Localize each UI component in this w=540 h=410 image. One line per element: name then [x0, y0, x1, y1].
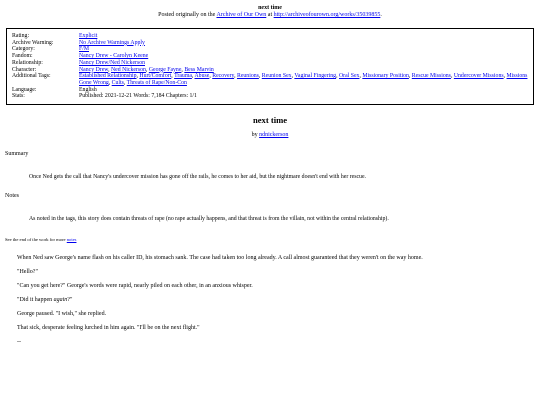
- meta-row-rating: [12, 33, 528, 40]
- story-paragraph: That sick, desperate feeling lurched in him again. "I'll be on the next flight.": [17, 325, 200, 332]
- story-paragraph: "Can you get here?" George's words were rapid, nearly piled on each other, in an anxious whisper.: [17, 283, 253, 290]
- meta-row-stats: [12, 93, 528, 100]
- meta-row-category: [12, 46, 528, 53]
- posted-suffix: .: [380, 12, 382, 18]
- story-emphasis: again: [53, 297, 68, 304]
- story-paragraph: "Hello?": [17, 269, 38, 276]
- tag-link[interactable]: Rescue Missions: [411, 73, 451, 80]
- warning-link[interactable]: No Archive Warnings Apply: [79, 39, 145, 46]
- posted-header: [0, 5, 540, 19]
- end-notes-link[interactable]: notes: [66, 237, 77, 243]
- work-title: next time: [252, 115, 288, 126]
- summary-heading: Summary: [5, 151, 29, 158]
- archive-link[interactable]: Archive of Our Own: [216, 12, 267, 18]
- tag-link[interactable]: Undercover Missions: [453, 73, 504, 80]
- notes-text: As noted in the tags, this story does contain threats of rape (no rape actually happens, and that threat is from the villain, not within the central relationship).: [29, 216, 389, 223]
- end-notes-pointer: [5, 237, 540, 243]
- tag-link[interactable]: Reunion Sex: [261, 73, 292, 80]
- character-link[interactable]: Ned Nickerson: [110, 66, 146, 73]
- tag-link[interactable]: Vaginal Fingering: [294, 73, 337, 80]
- tag-link[interactable]: Missions Gone Wrong: [79, 73, 528, 86]
- meta-row-relationship: [12, 60, 528, 67]
- fandom-link[interactable]: Nancy Drew - Carolyn Keene: [79, 53, 149, 60]
- character-link[interactable]: George Fayne: [148, 66, 182, 73]
- language-value: English: [79, 86, 97, 93]
- story-paragraph: When Ned saw George's name flash on his caller ID, his stomach sank. The case had taken too long already. A call almost guaranteed that they weren't on the way home.: [17, 255, 423, 262]
- endnote-prefix: See the end of the work for more: [5, 237, 66, 243]
- tag-link[interactable]: Hurt/Comfort: [139, 73, 172, 80]
- story-body: [0, 255, 540, 346]
- meta-label: Archive Warning:: [12, 39, 54, 46]
- posted-line: [0, 12, 540, 19]
- work-meta-box: [6, 28, 534, 105]
- notes-heading: Notes: [5, 193, 19, 200]
- meta-label: Relationship:: [12, 59, 43, 66]
- tag-link[interactable]: Cults: [111, 79, 124, 86]
- tag-list: [79, 73, 528, 86]
- story-paragraph: [17, 297, 540, 304]
- summary-text: Once Ned gets the call that Nancy's undercover mission has gone off the rails, he comes to her aid, but the nightmare doesn't end with her rescue.: [29, 174, 366, 181]
- tag-link[interactable]: Abuse: [194, 73, 210, 80]
- story-text: ?": [67, 297, 73, 304]
- work-url-link[interactable]: http://archiveofourown.org/works/35039855: [273, 12, 381, 18]
- meta-row-language: [12, 87, 528, 94]
- meta-row-fandom: [12, 53, 528, 60]
- meta-row-warning: [12, 40, 528, 47]
- story-paragraph: --: [17, 339, 21, 346]
- tag-link[interactable]: Established Relationship: [79, 73, 137, 80]
- rating-link[interactable]: Explicit: [79, 33, 98, 39]
- meta-label: Fandom:: [12, 53, 33, 60]
- posted-at: at: [267, 12, 273, 18]
- meta-label: Language:: [12, 86, 37, 93]
- story-text: "Did it happen: [17, 297, 54, 304]
- character-link[interactable]: Bess Marvin: [184, 66, 214, 73]
- meta-label: Additional Tags:: [12, 73, 51, 80]
- meta-row-tags: [12, 73, 528, 86]
- character-link[interactable]: Nancy Drew: [79, 66, 109, 73]
- header-title: next time: [258, 5, 282, 11]
- tag-link[interactable]: Reunions: [236, 73, 259, 80]
- byline: [0, 132, 540, 139]
- meta-label: Rating:: [12, 33, 30, 39]
- tag-link[interactable]: Missionary Position: [362, 73, 409, 80]
- tag-link[interactable]: Trauma: [174, 73, 192, 80]
- story-paragraph: George paused. "I wish," she replied.: [17, 311, 107, 318]
- author-link[interactable]: ndnickerson: [259, 132, 289, 139]
- category-link[interactable]: F/M: [79, 46, 89, 53]
- meta-label: Stats:: [12, 93, 25, 100]
- meta-label: Category:: [12, 46, 35, 53]
- meta-label: Character:: [12, 66, 37, 73]
- tag-link[interactable]: Threats of Rape/Non-Con: [126, 79, 187, 86]
- stats-value: Published: 2021-12-21 Words: 7,184 Chapters: 1/1: [79, 93, 197, 100]
- tag-link[interactable]: Oral Sex: [338, 73, 360, 80]
- relationship-link[interactable]: Nancy Drew/Ned Nickerson: [79, 59, 145, 66]
- posted-prefix: Posted originally on the: [158, 12, 216, 18]
- byline-by: by: [251, 132, 258, 139]
- tag-link[interactable]: Recovery: [212, 73, 235, 80]
